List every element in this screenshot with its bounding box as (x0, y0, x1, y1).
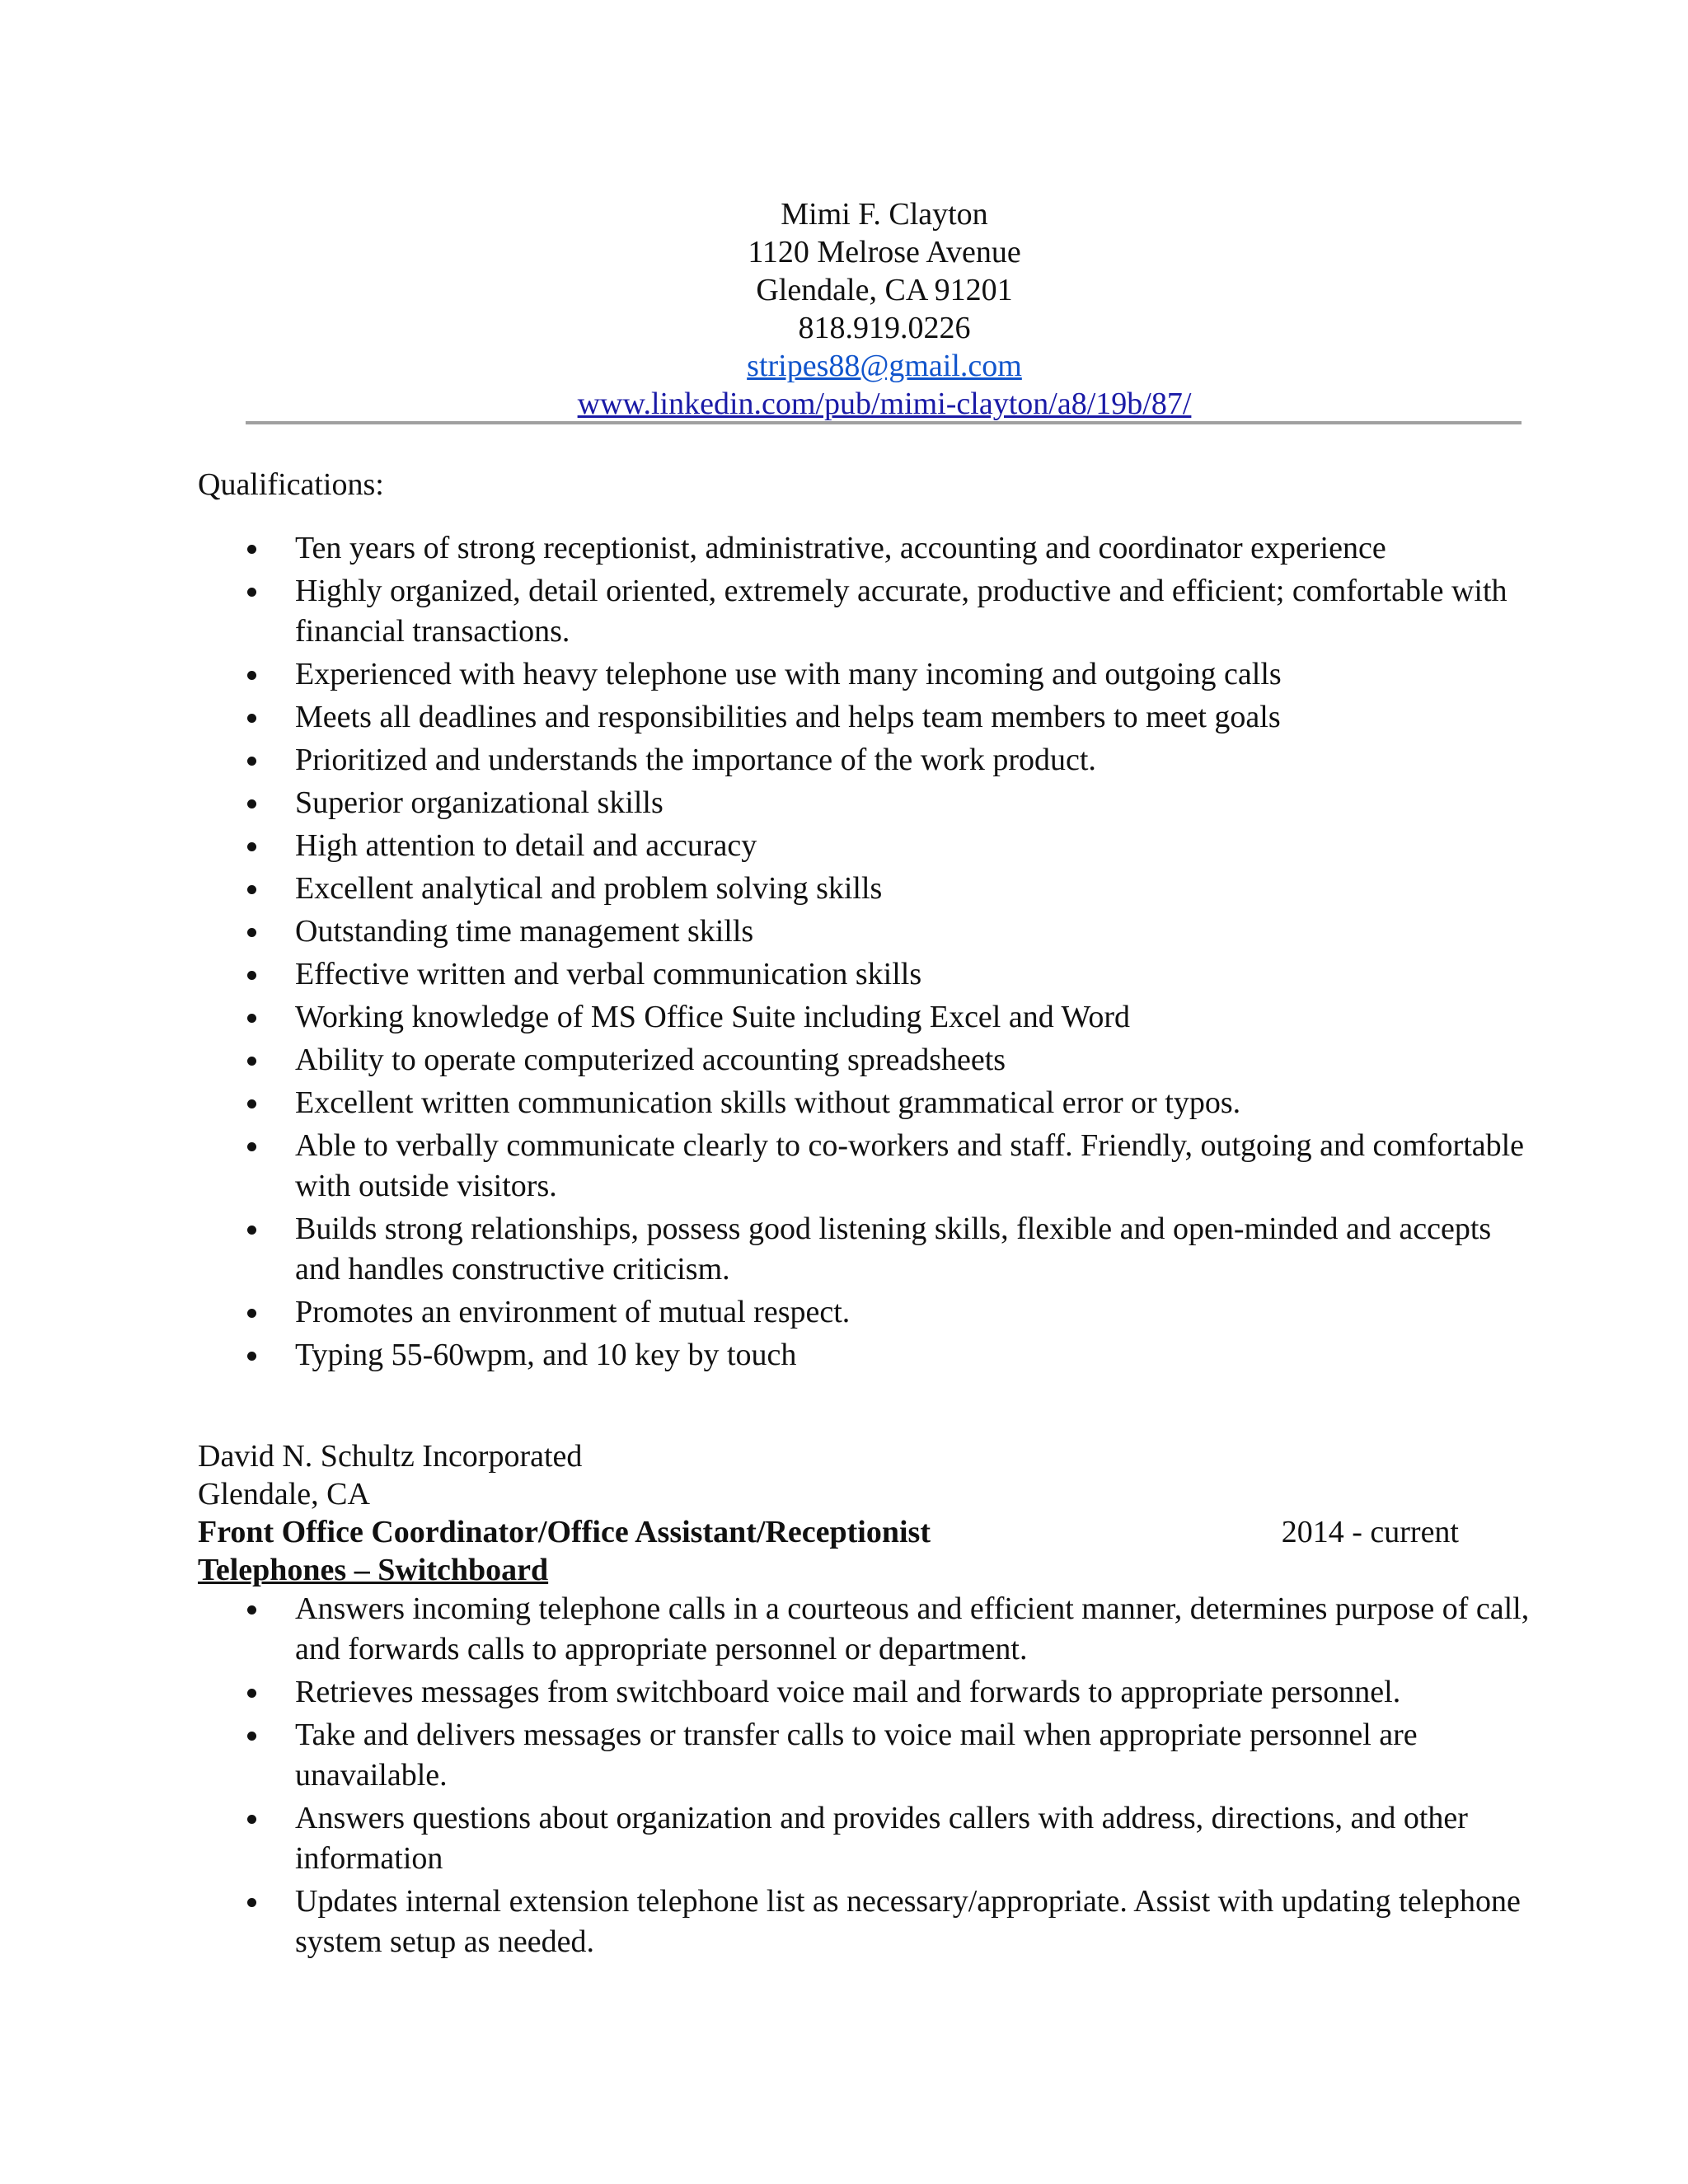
qualification-item-text: Builds strong relationships, possess good listening skills, flexible and open-minded and accepts and handles constructive criticism. (295, 1212, 1492, 1286)
bullet-icon (247, 588, 256, 597)
qualification-item (198, 1209, 1533, 1290)
bullet-icon (247, 545, 256, 554)
contact-header (247, 195, 1522, 423)
phone-number: 818.919.0226 (798, 311, 971, 345)
qualification-item (198, 869, 1533, 909)
bullet-icon (247, 842, 256, 851)
duty-item-text: Take and delivers messages or transfer calls to voice mail when appropriate personnel are unavailable. (295, 1718, 1418, 1793)
qualification-item-text: Experienced with heavy telephone use with many incoming and outgoing calls (295, 657, 1282, 691)
duty-item (198, 1589, 1533, 1670)
company-location: Glendale, CA (198, 1477, 370, 1511)
duty-item-text: Answers incoming telephone calls in a courteous and efficient manner, determines purpose of call, and forwards calls to appropriate personnel or department. (295, 1591, 1530, 1666)
duties-list (198, 1589, 1533, 1965)
qualification-item-text: Superior organizational skills (295, 785, 663, 820)
company-name: David N. Schultz Incorporated (198, 1439, 583, 1474)
street-address: 1120 Melrose Avenue (748, 235, 1021, 269)
duty-item (198, 1882, 1533, 1962)
city-state-zip: Glendale, CA 91201 (756, 273, 1013, 307)
bullet-icon (247, 1142, 256, 1151)
qualification-item-text: Excellent analytical and problem solving skills (295, 871, 883, 906)
qualification-item (198, 1292, 1533, 1333)
job-title-line (198, 1513, 1459, 1551)
qualification-item-text: Promotes an environment of mutual respect. (295, 1295, 851, 1329)
bullet-icon (247, 1815, 256, 1824)
bullet-icon (247, 799, 256, 808)
qualification-item (198, 912, 1533, 952)
qualification-item (198, 826, 1533, 866)
bullet-icon (247, 1309, 256, 1318)
bullet-icon (247, 1226, 256, 1235)
duty-item (198, 1715, 1533, 1796)
qualification-item (198, 997, 1533, 1038)
qualification-item (198, 654, 1533, 695)
header-divider (246, 421, 1522, 424)
duty-item (198, 1672, 1533, 1713)
qualification-item-text: Typing 55-60wpm, and 10 key by touch (295, 1338, 797, 1372)
applicant-name: Mimi F. Clayton (781, 197, 988, 232)
bullet-icon (247, 1014, 256, 1023)
qualification-item-text: High attention to detail and accuracy (295, 828, 757, 863)
bullet-icon (247, 1099, 256, 1108)
linkedin-line (247, 385, 1522, 423)
qualification-item-text: Working knowledge of MS Office Suite including Excel and Word (295, 1000, 1131, 1034)
bullet-icon (247, 714, 256, 723)
qualification-item-text: Ability to operate computerized accounting spreadsheets (295, 1043, 1006, 1077)
qualification-item-text: Able to verbally communicate clearly to co-workers and staff. Friendly, outgoing and comfortable with outside visitors. (295, 1128, 1525, 1203)
qualification-item-text: Effective written and verbal communication skills (295, 957, 922, 991)
qualification-item-text: Ten years of strong receptionist, administrative, accounting and coordinator experience (295, 531, 1386, 565)
bullet-icon (247, 1352, 256, 1361)
qualification-item (198, 1335, 1533, 1376)
qualification-item (198, 740, 1533, 780)
qualification-item (198, 571, 1533, 652)
bullet-icon (247, 1732, 256, 1741)
company-block (198, 1437, 582, 1513)
job-title: Front Office Coordinator/Office Assistant/Receptionist (198, 1515, 931, 1549)
qualification-item (198, 954, 1533, 995)
qualification-item-text: Meets all deadlines and responsibilities and helps team members to meet goals (295, 700, 1281, 734)
bullet-icon (247, 971, 256, 980)
qualification-item (198, 1126, 1533, 1207)
email-link[interactable]: stripes88@gmail.com (747, 349, 1022, 383)
duty-item-text: Retrieves messages from switchboard voice mail and forwards to appropriate personnel. (295, 1675, 1401, 1709)
bullet-icon (247, 1057, 256, 1066)
bullet-icon (247, 1898, 256, 1907)
job-dates: 2014 - current (1281, 1515, 1459, 1549)
duty-item-text: Answers questions about organization and provides callers with address, directions, and other information (295, 1801, 1468, 1876)
bullet-icon (247, 885, 256, 894)
qualification-item-text: Prioritized and understands the importance of the work product. (295, 743, 1096, 777)
qualification-item (198, 1083, 1533, 1123)
qualifications-heading: Qualifications: (198, 467, 384, 502)
bullet-icon (247, 928, 256, 937)
qualification-item-text: Highly organized, detail oriented, extremely accurate, productive and efficient; comfortable with financial transactions. (295, 574, 1507, 649)
email-line (247, 347, 1522, 385)
qualification-item (198, 783, 1533, 823)
bullet-icon (247, 1605, 256, 1615)
duty-item-text: Updates internal extension telephone list as necessary/appropriate. Assist with updating telephone system setup as needed. (295, 1884, 1521, 1959)
qualifications-list (198, 528, 1533, 1378)
qualification-item (198, 528, 1533, 569)
qualification-item (198, 697, 1533, 738)
duty-item (198, 1798, 1533, 1879)
duties-subheading: Telephones – Switchboard (198, 1553, 549, 1587)
bullet-icon (247, 1689, 256, 1698)
linkedin-link[interactable]: www.linkedin.com/pub/mimi-clayton/a8/19b/87/ (577, 387, 1192, 421)
qualification-item-text: Outstanding time management skills (295, 914, 754, 949)
bullet-icon (247, 671, 256, 680)
qualification-item (198, 1040, 1533, 1080)
qualification-item-text: Excellent written communication skills without grammatical error or typos. (295, 1085, 1241, 1120)
bullet-icon (247, 757, 256, 766)
